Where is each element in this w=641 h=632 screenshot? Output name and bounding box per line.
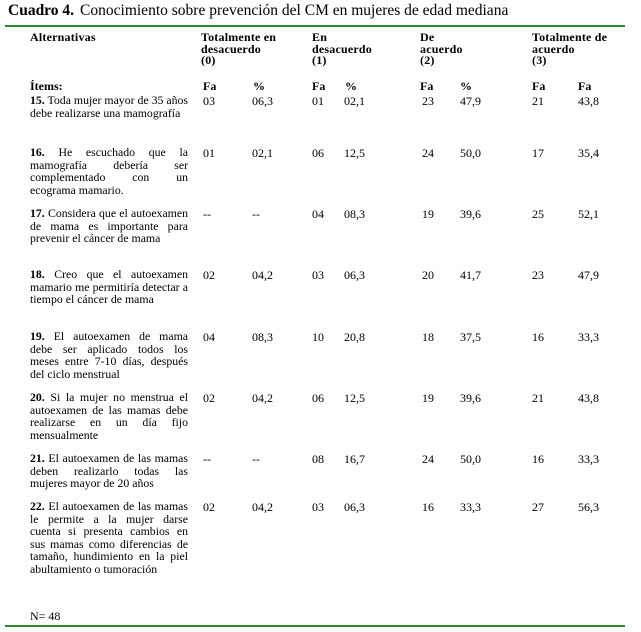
- cell-pct: 20,8: [344, 330, 365, 344]
- subheader-fa-3: Fa: [532, 79, 546, 93]
- subheader-fa-2: Fa: [420, 79, 434, 93]
- cell-fa: 02: [203, 268, 215, 282]
- cell-pct: 47,9: [578, 268, 599, 282]
- cell-fa: 19: [422, 391, 434, 405]
- cell-fa: 25: [532, 207, 544, 221]
- cell-fa: 01: [203, 146, 215, 160]
- cell-fa: 06: [312, 391, 324, 405]
- cell-pct: 43,8: [578, 391, 599, 405]
- cell-pct: 16,7: [344, 452, 365, 466]
- caption-title: Conocimiento sobre prevención del CM en mujeres de edad mediana: [80, 2, 509, 19]
- item-statement: Si la mujer no menstrua el autoexamen de las mamas debe realizarse en un día fijo mensualmente: [30, 390, 188, 442]
- cell-fa: 23: [532, 268, 544, 282]
- subheader-pct-2: %: [460, 79, 472, 93]
- item-number: 15.: [30, 93, 45, 107]
- item-text: [30, 207, 188, 245]
- cell-fa: 03: [312, 268, 324, 282]
- item-text: [30, 94, 188, 119]
- cell-pct: --: [252, 207, 260, 221]
- cell-pct: 04,2: [252, 268, 273, 282]
- item-text: [30, 330, 188, 380]
- item-number: 21.: [30, 451, 45, 465]
- cell-fa: --: [203, 452, 211, 466]
- item-statement: El autoexamen de las mamas le permite a la mujer darse cuenta si presenta cambios en sus mamas como diferencias de tamaño, hundimiento en la piel abultamiento o tumoración: [30, 499, 188, 576]
- cell-fa: 21: [532, 94, 544, 108]
- cell-pct: 39,6: [460, 391, 481, 405]
- subheader-pct-3: Fa: [578, 79, 592, 93]
- cell-pct: 02,1: [252, 146, 273, 160]
- cell-fa: 24: [422, 146, 434, 160]
- item-statement: El autoexamen de mama debe ser aplicado todos los meses entre 7-10 días, después del ciclo menstrual: [30, 329, 188, 381]
- item-statement: Toda mujer mayor de 35 años debe realizarse una mamografía: [30, 93, 188, 120]
- item-number: 17.: [30, 206, 45, 220]
- cell-fa: 24: [422, 452, 434, 466]
- cell-pct: 37,5: [460, 330, 481, 344]
- header-col-totalmente-desacuerdo: Totalmente en desacuerdo (0): [201, 30, 277, 67]
- item-number: 22.: [30, 499, 45, 513]
- subheader-fa-0: Fa: [203, 79, 217, 93]
- cell-fa: 17: [532, 146, 544, 160]
- cell-pct: 41,7: [460, 268, 481, 282]
- cell-fa: 18: [422, 330, 434, 344]
- cell-pct: 50,0: [460, 452, 481, 466]
- cell-pct: 04,2: [252, 391, 273, 405]
- cell-pct: 39,6: [460, 207, 481, 221]
- cell-pct: 08,3: [344, 207, 365, 221]
- item-statement: Considera que el autoexamen de mama es importante para prevenir el cáncer de mama: [30, 206, 188, 246]
- item-text: [30, 500, 188, 576]
- cell-pct: 33,3: [578, 330, 599, 344]
- cell-pct: 08,3: [252, 330, 273, 344]
- cell-pct: 06,3: [344, 268, 365, 282]
- items-label: Ítems:: [30, 79, 63, 93]
- cell-pct: 33,3: [460, 500, 481, 514]
- cell-fa: 01: [312, 94, 324, 108]
- cell-fa: 04: [312, 207, 324, 221]
- cell-pct: 35,4: [578, 146, 599, 160]
- cell-fa: 10: [312, 330, 324, 344]
- cell-pct: 47,9: [460, 94, 481, 108]
- cell-fa: 16: [532, 452, 544, 466]
- item-text: [30, 452, 188, 490]
- subheader-pct-1: %: [345, 79, 357, 93]
- header-col-acuerdo: De acuerdo (2): [420, 30, 463, 67]
- cell-pct: 12,5: [344, 391, 365, 405]
- item-text: [30, 146, 188, 196]
- item-number: 16.: [30, 145, 45, 159]
- item-number: 20.: [30, 390, 45, 404]
- cell-fa: 08: [312, 452, 324, 466]
- item-statement: Creo que el autoexamen mamario me permitiría detectar a tiempo el cáncer de mama: [30, 267, 188, 307]
- header-col-totalmente-acuerdo: Totalmente de acuerdo (3): [532, 30, 608, 67]
- top-rule: [5, 25, 625, 27]
- cell-fa: 02: [203, 391, 215, 405]
- cell-pct: 52,1: [578, 207, 599, 221]
- cell-fa: 04: [203, 330, 215, 344]
- cell-fa: 03: [312, 500, 324, 514]
- cell-fa: 19: [422, 207, 434, 221]
- cell-fa: 16: [532, 330, 544, 344]
- cell-pct: 50,0: [460, 146, 481, 160]
- cell-fa: 03: [203, 94, 215, 108]
- cell-pct: --: [252, 452, 260, 466]
- cell-fa: 23: [422, 94, 434, 108]
- header-col-desacuerdo: En desacuerdo (1): [312, 30, 372, 67]
- cell-fa: 02: [203, 500, 215, 514]
- cell-pct: 43,8: [578, 94, 599, 108]
- item-statement: He escuchado que la mamografía debería ser complementado con un ecograma mamario.: [30, 145, 188, 197]
- caption-label: Cuadro 4.: [8, 2, 75, 19]
- header-alternativas: Alternativas: [30, 30, 96, 44]
- table-caption: [8, 2, 508, 20]
- item-text: [30, 391, 188, 441]
- item-text: [30, 268, 188, 306]
- cell-fa: --: [203, 207, 211, 221]
- item-number: 18.: [30, 267, 45, 281]
- cell-pct: 06,3: [252, 94, 273, 108]
- subheader-pct-0: %: [253, 79, 265, 93]
- item-statement: El autoexamen de las mamas deben realizarlo todas las mujeres mayor de 20 años: [30, 451, 188, 491]
- cell-fa: 16: [422, 500, 434, 514]
- cell-pct: 12,5: [344, 146, 365, 160]
- cell-fa: 27: [532, 500, 544, 514]
- cell-pct: 06,3: [344, 500, 365, 514]
- cell-pct: 04,2: [252, 500, 273, 514]
- bottom-rule: [5, 625, 625, 627]
- cell-fa: 21: [532, 391, 544, 405]
- cell-fa: 06: [312, 146, 324, 160]
- cell-pct: 56,3: [578, 500, 599, 514]
- subheader-fa-1: Fa: [312, 79, 326, 93]
- cell-pct: 02,1: [344, 94, 365, 108]
- item-number: 19.: [30, 329, 45, 343]
- cell-pct: 33,3: [578, 452, 599, 466]
- cell-fa: 20: [422, 268, 434, 282]
- sample-size: N= 48: [30, 609, 61, 623]
